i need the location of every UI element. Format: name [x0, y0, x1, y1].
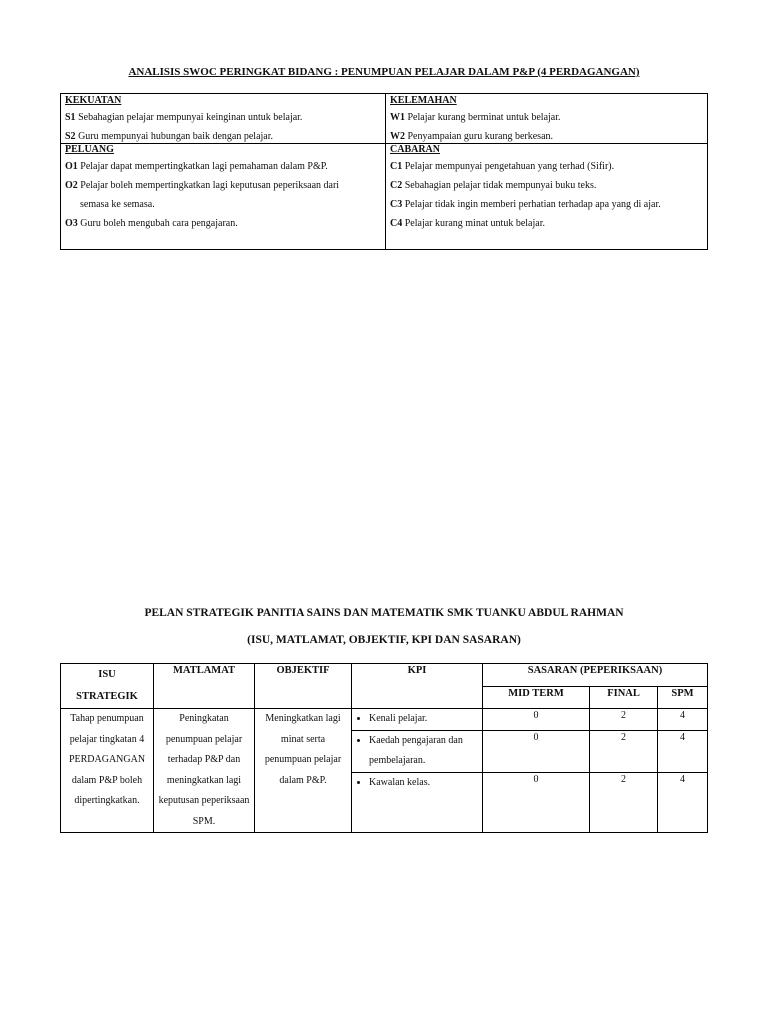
kelemahan-heading: KELEMAHAN — [390, 95, 457, 106]
midterm-value: 0 — [483, 709, 590, 731]
header-objektif: OBJEKTIF — [255, 664, 352, 709]
peluang-item: O1 Pelajar dapat mempertingkatkan lagi pemahaman dalam P&P. — [65, 161, 328, 172]
peluang-heading: PELUANG — [65, 144, 114, 155]
plan-subtitle: (ISU, MATLAMAT, OBJEKTIF, KPI DAN SASARAN) — [247, 634, 521, 646]
plan-title: PELAN STRATEGIK PANITIA SAINS DAN MATEMATIK SMK TUANKU ABDUL RAHMAN — [144, 607, 624, 619]
matlamat-cell: Peningkatan penumpuan pelajar terhadap P&P dan meningkatkan lagi keputusan peperiksaan SPM. — [154, 709, 255, 833]
kekuatan-item: S1 Sebahagian pelajar mempunyai keinginan untuk belajar. — [65, 112, 303, 123]
cabaran-heading: CABARAN — [390, 144, 440, 155]
final-value: 2 — [590, 773, 658, 833]
kekuatan-cell — [65, 94, 381, 146]
isu-cell: Tahap penumpuan pelajar tingkatan 4 PERDAGANGAN dalam P&P boleh dipertingkatkan. — [61, 709, 154, 833]
kpi-item: • Kawalan kelas. — [369, 773, 479, 793]
cabaran-item: C3 Pelajar tidak ingin memberi perhatian terhadap apa yang di ajar. — [390, 199, 661, 210]
kelemahan-cell — [390, 94, 706, 146]
spm-value: 4 — [657, 773, 707, 833]
header-final: FINAL — [590, 686, 658, 709]
kpi-cell — [352, 709, 483, 731]
header-midterm: MID TERM — [483, 686, 590, 709]
final-value: 2 — [590, 709, 658, 731]
peluang-cell — [65, 143, 381, 233]
swoc-table — [60, 93, 708, 250]
header-isu-strategik: ISU STRATEGIK — [61, 664, 154, 709]
midterm-value: 0 — [483, 730, 590, 772]
midterm-value: 0 — [483, 773, 590, 833]
objektif-cell: Meningkatkan lagi minat serta penumpuan pelajar dalam P&P. — [255, 709, 352, 833]
cabaran-item: C2 Sebahagian pelajar tidak mempunyai buku teks. — [390, 180, 597, 191]
strategic-plan-table — [60, 663, 708, 833]
peluang-item: O2 Pelajar boleh mempertingkatkan lagi keputusan peperiksaan dari — [65, 180, 340, 191]
swoc-divider-vertical — [385, 94, 386, 249]
kpi-cell — [352, 730, 483, 772]
kpi-item: • Kenali pelajar. — [369, 709, 479, 729]
header-spm: SPM — [657, 686, 707, 709]
kekuatan-item: S2 Guru mempunyai hubungan baik dengan pelajar. — [65, 131, 274, 142]
header-matlamat: MATLAMAT — [154, 664, 255, 709]
cabaran-item: C4 Pelajar kurang minat untuk belajar. — [390, 218, 545, 229]
spm-value: 4 — [657, 709, 707, 731]
cabaran-item: C1 Pelajar mempunyai pengetahuan yang terhad (Sifir). — [390, 161, 615, 172]
kekuatan-heading: KEKUATAN — [65, 95, 122, 106]
kelemahan-item: W1 Pelajar kurang berminat untuk belajar. — [390, 112, 561, 123]
header-sasaran: SASARAN (PEPERIKSAAN) — [483, 664, 708, 687]
final-value: 2 — [590, 730, 658, 772]
spm-value: 4 — [657, 730, 707, 772]
kpi-cell — [352, 773, 483, 833]
swoc-title: ANALISIS SWOC PERINGKAT BIDANG : PENUMPUAN PELAJAR DALAM P&P (4 PERDAGANGAN) — [128, 66, 640, 78]
peluang-item-continuation: semasa ke semasa. — [80, 199, 155, 210]
header-kpi: KPI — [352, 664, 483, 709]
kelemahan-item: W2 Penyampaian guru kurang berkesan. — [390, 131, 554, 142]
cabaran-cell — [390, 143, 706, 233]
kpi-item: • Kaedah pengajaran dan pembelajaran. — [369, 731, 479, 771]
peluang-item: O3 Guru boleh mengubah cara pengajaran. — [65, 218, 238, 229]
